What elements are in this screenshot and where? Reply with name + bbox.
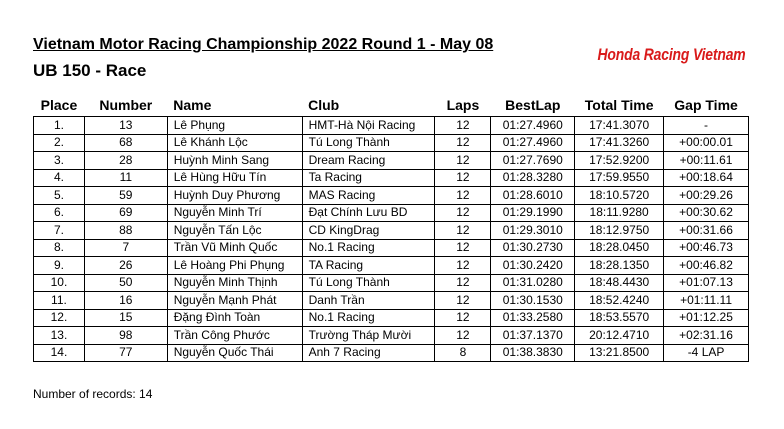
number-cell: 16 <box>84 292 167 310</box>
total-time-cell: 18:52.4240 <box>575 292 664 310</box>
bestlap-cell: 01:38.3830 <box>491 344 575 362</box>
gap-time-cell: +02:31.16 <box>664 327 749 345</box>
place-cell: 6. <box>34 204 85 222</box>
total-time-cell: 18:12.9750 <box>575 222 664 240</box>
name-cell: Lê Hoàng Phi Phụng <box>167 257 302 275</box>
club-cell: Trường Tháp Mười <box>302 327 435 345</box>
place-cell: 8. <box>34 239 85 257</box>
name-cell: Lê Phụng <box>167 117 302 135</box>
gap-time-cell: +00:31.66 <box>664 222 749 240</box>
table-row <box>34 117 749 135</box>
bestlap-cell: 01:30.2420 <box>491 257 575 275</box>
club-cell: Tú Long Thành <box>302 274 435 292</box>
place-cell: 4. <box>34 169 85 187</box>
table-row <box>34 309 749 327</box>
number-cell: 59 <box>84 187 167 205</box>
page-title: Vietnam Motor Racing Championship 2022 Round 1 - May 08 <box>33 36 494 53</box>
honda-racing-vietnam-logo: Honda Racing Vietnam <box>597 45 746 64</box>
bestlap-cell: 01:28.3280 <box>491 169 575 187</box>
laps-cell: 12 <box>435 169 491 187</box>
place-cell: 5. <box>34 187 85 205</box>
name-cell: Huỳnh Minh Sang <box>167 152 302 170</box>
number-cell: 28 <box>84 152 167 170</box>
name-cell: Trần Vũ Minh Quốc <box>167 239 302 257</box>
bestlap-cell: 01:29.3010 <box>491 222 575 240</box>
place-cell: 11. <box>34 292 85 310</box>
bestlap-cell: 01:30.1530 <box>491 292 575 310</box>
gap-time-cell: +00:29.26 <box>664 187 749 205</box>
laps-cell: 12 <box>435 309 491 327</box>
table-row <box>34 257 749 275</box>
total-time-cell: 13:21.8500 <box>575 344 664 362</box>
place-cell: 9. <box>34 257 85 275</box>
table-row <box>34 152 749 170</box>
total-time-cell: 18:28.1350 <box>575 257 664 275</box>
bestlap-cell: 01:27.4960 <box>491 134 575 152</box>
club-cell: Đạt Chính Lưu BD <box>302 204 435 222</box>
number-cell: 50 <box>84 274 167 292</box>
club-cell: MAS Racing <box>302 187 435 205</box>
name-cell: Huỳnh Duy Phương <box>167 187 302 205</box>
number-cell: 7 <box>84 239 167 257</box>
gap-time-cell: - <box>664 117 749 135</box>
total-time-cell: 18:48.4430 <box>575 274 664 292</box>
number-cell: 26 <box>84 257 167 275</box>
name-cell: Nguyễn Minh Trí <box>167 204 302 222</box>
laps-cell: 12 <box>435 239 491 257</box>
number-cell: 69 <box>84 204 167 222</box>
bestlap-cell: 01:27.7690 <box>491 152 575 170</box>
place-cell: 1. <box>34 117 85 135</box>
bestlap-cell: 01:37.1370 <box>491 327 575 345</box>
results-body <box>34 117 749 362</box>
name-cell: Nguyễn Tấn Lộc <box>167 222 302 240</box>
table-row <box>34 274 749 292</box>
gap-time-cell: +00:46.82 <box>664 257 749 275</box>
bestlap-cell: 01:30.2730 <box>491 239 575 257</box>
header-club: Club <box>302 94 435 117</box>
number-cell: 15 <box>84 309 167 327</box>
place-cell: 14. <box>34 344 85 362</box>
gap-time-cell: -4 LAP <box>664 344 749 362</box>
name-cell: Nguyễn Mạnh Phát <box>167 292 302 310</box>
gap-time-cell: +01:11.11 <box>664 292 749 310</box>
table-header-row <box>34 94 749 117</box>
name-cell: Trần Công Phước <box>167 327 302 345</box>
name-cell: Lê Khánh Lộc <box>167 134 302 152</box>
place-cell: 7. <box>34 222 85 240</box>
laps-cell: 12 <box>435 134 491 152</box>
number-cell: 68 <box>84 134 167 152</box>
table-row <box>34 187 749 205</box>
header-laps: Laps <box>435 94 491 117</box>
number-cell: 98 <box>84 327 167 345</box>
header-name: Name <box>167 94 302 117</box>
table-row <box>34 344 749 362</box>
number-cell: 77 <box>84 344 167 362</box>
club-cell: No.1 Racing <box>302 309 435 327</box>
bestlap-cell: 01:31.0280 <box>491 274 575 292</box>
table-row <box>34 327 749 345</box>
number-cell: 13 <box>84 117 167 135</box>
table-row <box>34 239 749 257</box>
name-cell: Lê Hùng Hữu Tín <box>167 169 302 187</box>
gap-time-cell: +00:30.62 <box>664 204 749 222</box>
race-subtitle: UB 150 - Race <box>33 61 147 80</box>
place-cell: 2. <box>34 134 85 152</box>
bestlap-cell: 01:29.1990 <box>491 204 575 222</box>
laps-cell: 12 <box>435 274 491 292</box>
name-cell: Nguyễn Quốc Thái <box>167 344 302 362</box>
total-time-cell: 17:41.3070 <box>575 117 664 135</box>
gap-time-cell: +00:00.01 <box>664 134 749 152</box>
gap-time-cell: +00:18.64 <box>664 169 749 187</box>
laps-cell: 12 <box>435 222 491 240</box>
club-cell: TA Racing <box>302 257 435 275</box>
name-cell: Đặng Đình Toàn <box>167 309 302 327</box>
records-count: Number of records: 14 <box>33 387 153 401</box>
total-time-cell: 18:10.5720 <box>575 187 664 205</box>
laps-cell: 12 <box>435 257 491 275</box>
club-cell: No.1 Racing <box>302 239 435 257</box>
laps-cell: 12 <box>435 292 491 310</box>
table-row <box>34 134 749 152</box>
club-cell: Tú Long Thành <box>302 134 435 152</box>
total-time-cell: 20:12.4710 <box>575 327 664 345</box>
club-cell: CD KingDrag <box>302 222 435 240</box>
laps-cell: 8 <box>435 344 491 362</box>
club-cell: Dream Racing <box>302 152 435 170</box>
table-row <box>34 292 749 310</box>
header-place: Place <box>34 94 85 117</box>
total-time-cell: 18:11.9280 <box>575 204 664 222</box>
gap-time-cell: +00:46.73 <box>664 239 749 257</box>
total-time-cell: 17:59.9550 <box>575 169 664 187</box>
header-number: Number <box>84 94 167 117</box>
place-cell: 12. <box>34 309 85 327</box>
number-cell: 88 <box>84 222 167 240</box>
total-time-cell: 18:28.0450 <box>575 239 664 257</box>
header-total-time: Total Time <box>575 94 664 117</box>
bestlap-cell: 01:27.4960 <box>491 117 575 135</box>
place-cell: 10. <box>34 274 85 292</box>
place-cell: 13. <box>34 327 85 345</box>
laps-cell: 12 <box>435 152 491 170</box>
gap-time-cell: +01:07.13 <box>664 274 749 292</box>
table-row <box>34 204 749 222</box>
header-bestlap: BestLap <box>491 94 575 117</box>
total-time-cell: 18:53.5570 <box>575 309 664 327</box>
total-time-cell: 17:41.3260 <box>575 134 664 152</box>
number-cell: 11 <box>84 169 167 187</box>
results-table <box>33 94 749 362</box>
total-time-cell: 17:52.9200 <box>575 152 664 170</box>
bestlap-cell: 01:33.2580 <box>491 309 575 327</box>
laps-cell: 12 <box>435 187 491 205</box>
gap-time-cell: +01:12.25 <box>664 309 749 327</box>
header-gap-time: Gap Time <box>664 94 749 117</box>
club-cell: HMT-Hà Nội Racing <box>302 117 435 135</box>
name-cell: Nguyễn Minh Thịnh <box>167 274 302 292</box>
laps-cell: 12 <box>435 204 491 222</box>
bestlap-cell: 01:28.6010 <box>491 187 575 205</box>
table-row <box>34 222 749 240</box>
table-row <box>34 169 749 187</box>
club-cell: Danh Trần <box>302 292 435 310</box>
laps-cell: 12 <box>435 117 491 135</box>
gap-time-cell: +00:11.61 <box>664 152 749 170</box>
place-cell: 3. <box>34 152 85 170</box>
club-cell: Ta Racing <box>302 169 435 187</box>
laps-cell: 12 <box>435 327 491 345</box>
club-cell: Anh 7 Racing <box>302 344 435 362</box>
